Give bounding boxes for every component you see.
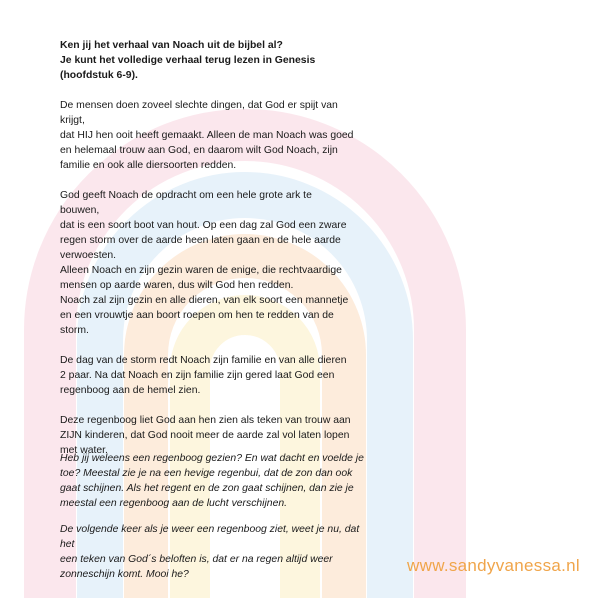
story-line: De dag van de storm redt Noach zijn familie en van alle dieren xyxy=(60,355,347,366)
story-line: De mensen doen zoveel slechte dingen, dat God er spijt van xyxy=(60,100,338,111)
story-line: krijgt, xyxy=(60,115,85,126)
heading-line: (hoofdstuk 6-9). xyxy=(60,70,138,81)
question-line: gaat schijnen. Als het regent en de zon gaat schijnen, dan zie je xyxy=(60,483,354,494)
story-line: dat HIJ hen ooit heeft gemaakt. Alleen de man Noach was goed xyxy=(60,130,354,141)
story-line: Noach zal zijn gezin en alle dieren, van elk soort een mannetje xyxy=(60,295,349,306)
question-paragraph xyxy=(60,522,370,582)
question-line: meestal een regenboog aan de lucht verschijnen. xyxy=(60,498,288,509)
question-line: Heb jij weleens een regenboog gezien? En wat dacht en voelde je xyxy=(60,453,364,464)
story-line: en een vrouwtje aan boort roepen om hen te redden van de xyxy=(60,310,334,321)
story-line: bouwen, xyxy=(60,205,100,216)
story-line: met water. xyxy=(60,445,108,456)
story-line: mensen op aarde waren, dus wilt God hen redden. xyxy=(60,280,294,291)
story-content xyxy=(60,38,360,473)
story-paragraph xyxy=(60,188,360,338)
website-link[interactable]: www.sandyvanessa.nl xyxy=(407,556,580,575)
question-line: toe? Meestal zie je na een hevige regenbui, dat de zon dan ook xyxy=(60,468,353,479)
reflection-questions xyxy=(60,451,370,593)
question-line: zonneschijn komt. Mooi he? xyxy=(60,569,189,580)
story-line: dat is een soort boot van hout. Op een dag zal God een zware xyxy=(60,220,347,231)
story-line: 2 paar. Na dat Noach en zijn familie zijn gered laat God een xyxy=(60,370,335,381)
question-paragraph xyxy=(60,451,370,511)
story-heading xyxy=(60,38,360,83)
story-line: en helemaal trouw aan God, en daarom wilt God Noach, zijn xyxy=(60,145,338,156)
story-paragraph xyxy=(60,353,360,398)
story-line: regen storm over de aarde heen laten gaan en de hele aarde xyxy=(60,235,341,246)
story-line: regenboog aan de hemel zien. xyxy=(60,385,201,396)
heading-line: Je kunt het volledige verhaal terug lezen in Genesis xyxy=(60,55,316,66)
story-line: God geeft Noach de opdracht om een hele grote ark te xyxy=(60,190,312,201)
question-line: een teken van God´s beloften is, dat er na regen altijd weer xyxy=(60,554,333,565)
story-line: storm. xyxy=(60,325,89,336)
story-line: familie en ook alle diersoorten redden. xyxy=(60,160,237,171)
story-line: Deze regenboog liet God aan hen zien als teken van trouw aan xyxy=(60,415,351,426)
story-line: ZIJN kinderen, dat God nooit meer de aarde zal vol laten lopen xyxy=(60,430,350,441)
story-line: Alleen Noach en zijn gezin waren de enige, die rechtvaardige xyxy=(60,265,342,276)
story-line: verwoesten. xyxy=(60,250,117,261)
story-paragraph xyxy=(60,98,360,173)
question-line: De volgende keer als je weer een regenboog ziet, weet je nu, dat het xyxy=(60,524,360,550)
heading-line: Ken jij het verhaal van Noach uit de bijbel al? xyxy=(60,40,283,51)
